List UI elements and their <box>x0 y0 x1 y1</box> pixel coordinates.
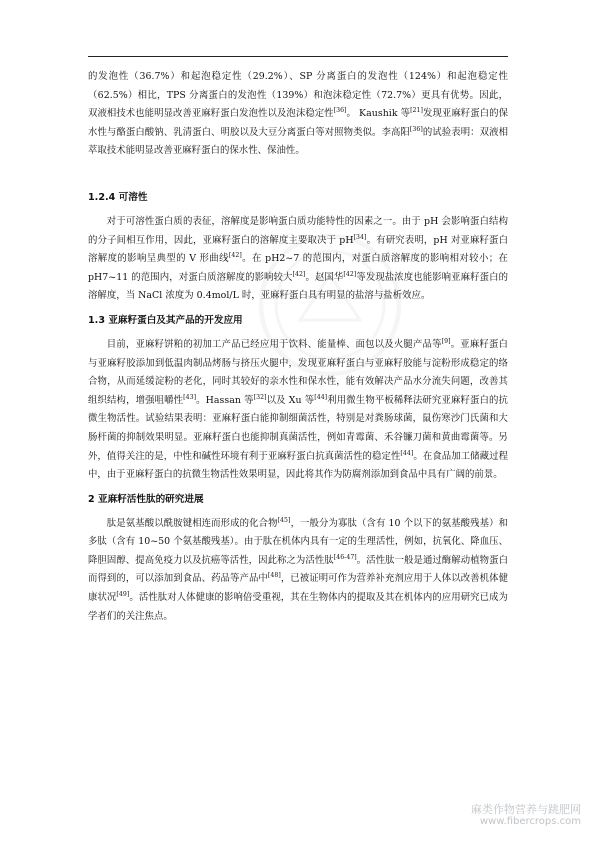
citation: [44] <box>314 393 328 401</box>
footer-site-name: 麻类作物营养与跳肥网 <box>471 803 581 816</box>
section-heading-solubility: 1.2.4 可溶性 <box>88 191 148 203</box>
citation: [21] <box>410 107 423 115</box>
citation: [49] <box>116 591 130 599</box>
section-heading-peptides: 2 亚麻籽活性肽的研究进展 <box>88 493 204 505</box>
paragraph-applications: 目前，亚麻籽饼粕的初加工产品已经应用于饮料、能量棒、面包以及火腿产品等[9]。亚麻籽蛋白与亚麻籽胶添加到低温肉制品烤肠与挤压火腿中，发现亚麻籽蛋白与亚麻籽胶能与淀粉形成稳定的络合物，从而延缓淀粉的老化，同时其较好的亲水性和保水性，能有效解决产品水分流失问题，改善其组织结构，增强咀嚼性[43]。Hassan 等[32]以及 Xu 等[44]利用微生物平板稀释法研究亚麻籽蛋白的抗微生物活性。试验结果表明：亚麻籽蛋白能抑制细菌活性，特别是对粪肠球菌，鼠伤寒沙门氏菌和大肠杆菌的抑制效果明显。亚麻籽蛋白也能抑制真菌活性，例如青霉菌、禾谷镰刀菌和黄曲霉菌等。另外，值得关注的是，中性和碱性环境有利于亚麻籽蛋白抗真菌活性的稳定性[44]。在食品加工储藏过程中，由于亚麻籽蛋白的抗微生物活性效果明显，因此将其作为防腐剂添加到食品中具有广阔的前景。 <box>88 337 508 481</box>
citation: [34] <box>353 233 367 241</box>
citation: [36] <box>333 107 347 115</box>
footer-url: www.fibercrops.com <box>479 816 581 827</box>
paragraph-solubility: 对于可溶性蛋白质的表征，溶解度是影响蛋白质功能特性的因素之一。由于 pH 会影响蛋白结构的分子间相互作用，因此，亚麻籽蛋白的溶解度主要取决于 pH[34]。有研究表明，pH 对亚麻籽蛋白溶解度的影响呈典型的 V 形曲线[42]。在 pH2~7 的范围内，对蛋白质溶解度的影响相对较小；在 pH7~11 的范围内，对蛋白质溶解度的影响较大[42]。赵国华[42]等发现盐浓度也能影响亚麻籽蛋白的溶解度，当 NaCl 浓度为 0.4mol/L 时，亚麻籽蛋白具有明显的盐溶与盐析效应。 <box>88 215 509 302</box>
paragraph-foaming: 的发泡性（36.7%）和起泡稳定性（29.2%）、SP 分离蛋白的发泡性（124%）和起泡稳定性（62.5%）相比，TPS 分离蛋白的发泡性（139%）和泡沫稳定性（72.7%）更具有优势。因此，双液相技术也能明显改善亚麻籽蛋白发泡性以及泡沫稳定性[36]。 Kaushik 等[21]发现亚麻籽蛋白的保水性与酪蛋白酸钠、乳清蛋白、明胶以及大豆分离蛋白等对照物类似。李高阳[36]的试验表明：双液相萃取技术能明显改善亚麻籽蛋白的保水性、保油性。 <box>88 71 509 157</box>
footer-watermark <box>471 803 581 828</box>
paragraph-peptides: 肽是氨基酸以酰胺键相连而形成的化合物[45]，一般分为寡肽（含有 10 个以下的氨基酸残基）和多肽（含有 10~50 个氨基酸残基）。由于肽在机体内具有一定的生理活性，例如，抗氧化、降血压、降胆固醇、提高免疫力以及抗癌等活性，因此称之为活性肽[46-47]。活性肽一般是通过酶解动植物蛋白而得到的，可以添加到食品、药品等产品中[48]，已被证明可作为营养补充剂应用于人体以改善机体健康状况[49]。活性肽对人体健康的影响倍受重视，其在生物体内的提取及其在机体内的应用研究已成为学者们的关注焦点。 <box>88 516 509 622</box>
citation: [45] <box>277 516 291 524</box>
citation: [43] <box>183 393 197 401</box>
citation: [44] <box>400 449 414 457</box>
citation: [42] <box>343 270 357 278</box>
citation: [42] <box>292 270 306 278</box>
citation: [42] <box>228 252 242 260</box>
citation: [9] <box>441 337 451 345</box>
header-rule <box>88 56 508 57</box>
citation: [48] <box>267 572 281 580</box>
citation: [46-47] <box>333 553 357 561</box>
section-heading-applications: 1.3 亚麻籽蛋白及其产品的开发应用 <box>88 314 243 326</box>
citation: [32] <box>253 393 267 401</box>
citation: [36] <box>409 125 423 133</box>
document-body <box>88 68 508 626</box>
